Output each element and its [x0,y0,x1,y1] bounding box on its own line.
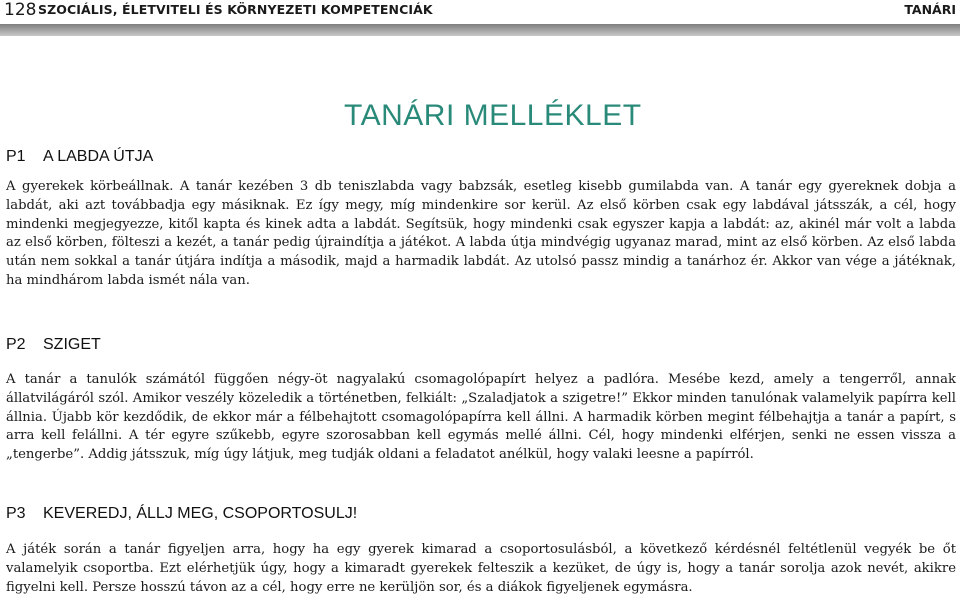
section-heading [6,146,956,168]
running-title: SZOCIÁLIS, ÉLETVITELI ÉS KÖRNYEZETI KOMPETENCIÁK [38,2,433,17]
section-number: P3 [6,505,26,522]
header-rule [0,24,960,36]
main-title: TANÁRI MELLÉKLET [344,99,642,132]
page-number: 128 [4,0,37,20]
section-body: A tanár a tanulók számától függően négy-öt nagyalakú csomagolópapírt helyez a padlóra. Mesébe kezd, amely a tengerről, annak állatvilágáról szól. Amikor veszély közeledik a történetben, felkiált: „Szaladjatok a szigetre!” Ekkor minden tanulónak valamelyik papírra kell állnia. Újabb kör kezdődik, de ekkor már a félbehajtott csomagolópapírra kell állni. A harmadik körben megint félbehajtja a tanár a papírt, s arra kell felállni. A tér egyre szűkebb, egyre szorosabban kell egymás mellé állni. Cél, hogy mindenki elférjen, senki ne essen vissza a „tengerbe”. Addig játsszuk, míg úgy látjuk, meg tudják oldani a feladatot anélkül, hogy valaki leesne a papírról. [6,372,956,463]
section-title: KEVEREDJ, ÁLLJ MEG, CSOPORTOSULJ! [43,505,358,522]
section-p3 [6,503,956,597]
section-title: A LABDA ÚTJA [43,148,154,165]
section-number: P1 [6,148,26,165]
section-heading [6,503,956,525]
page-header [0,0,960,20]
running-label: TANÁRI [904,2,956,17]
section-number: P2 [6,336,26,353]
section-p2 [6,334,956,465]
section-body: A játék során a tanár figyeljen arra, hogy ha egy gyerek kimarad a csoportosulásból, a következő kérdésnél feltétlenül vegyék be őt valamelyik csoportba. Ezt elérhetjük úgy, hogy a kimaradt gyerekek felteszik a kezüket, de úgy is, hogy a tanár sorolja azok nevét, akikre figyelni kell. Persze hosszú távon az a cél, hogy erre ne kerüljön sor, és a diákok figyeljenek egymásra. [6,542,956,595]
section-heading [6,334,956,356]
section-p1 [6,146,956,291]
section-body: A gyerekek körbeállnak. A tanár kezében 3 db teniszlabda vagy babzsák, esetleg kisebb gumilabda van. A tanár egy gyereknek dobja a labdát, aki azt továbbadja egy másiknak. Ez így megy, míg mindenkire sor kerül. Az első körben csak egy labdával játsszák, a cél, hogy mindenki megjegyezze, kitől kapta és kinek adta a labdát. Segítsük, hogy mindenki csak egyszer kapja a labdát: az, akinél már volt a labda az első körben, fölteszi a kezét, a tanár pedig újraindítja a játékot. A labda útja mindvégig ugyanaz marad, mint az első körben. Az első labda után nem sokkal a tanár útjára indítja a második, majd a harmadik labdát. Az utolsó passz mindig a tanárhoz ér. Akkor van vége a játéknak, ha mindhárom labda ismét nála van. [6,179,956,288]
section-title: SZIGET [43,336,101,353]
